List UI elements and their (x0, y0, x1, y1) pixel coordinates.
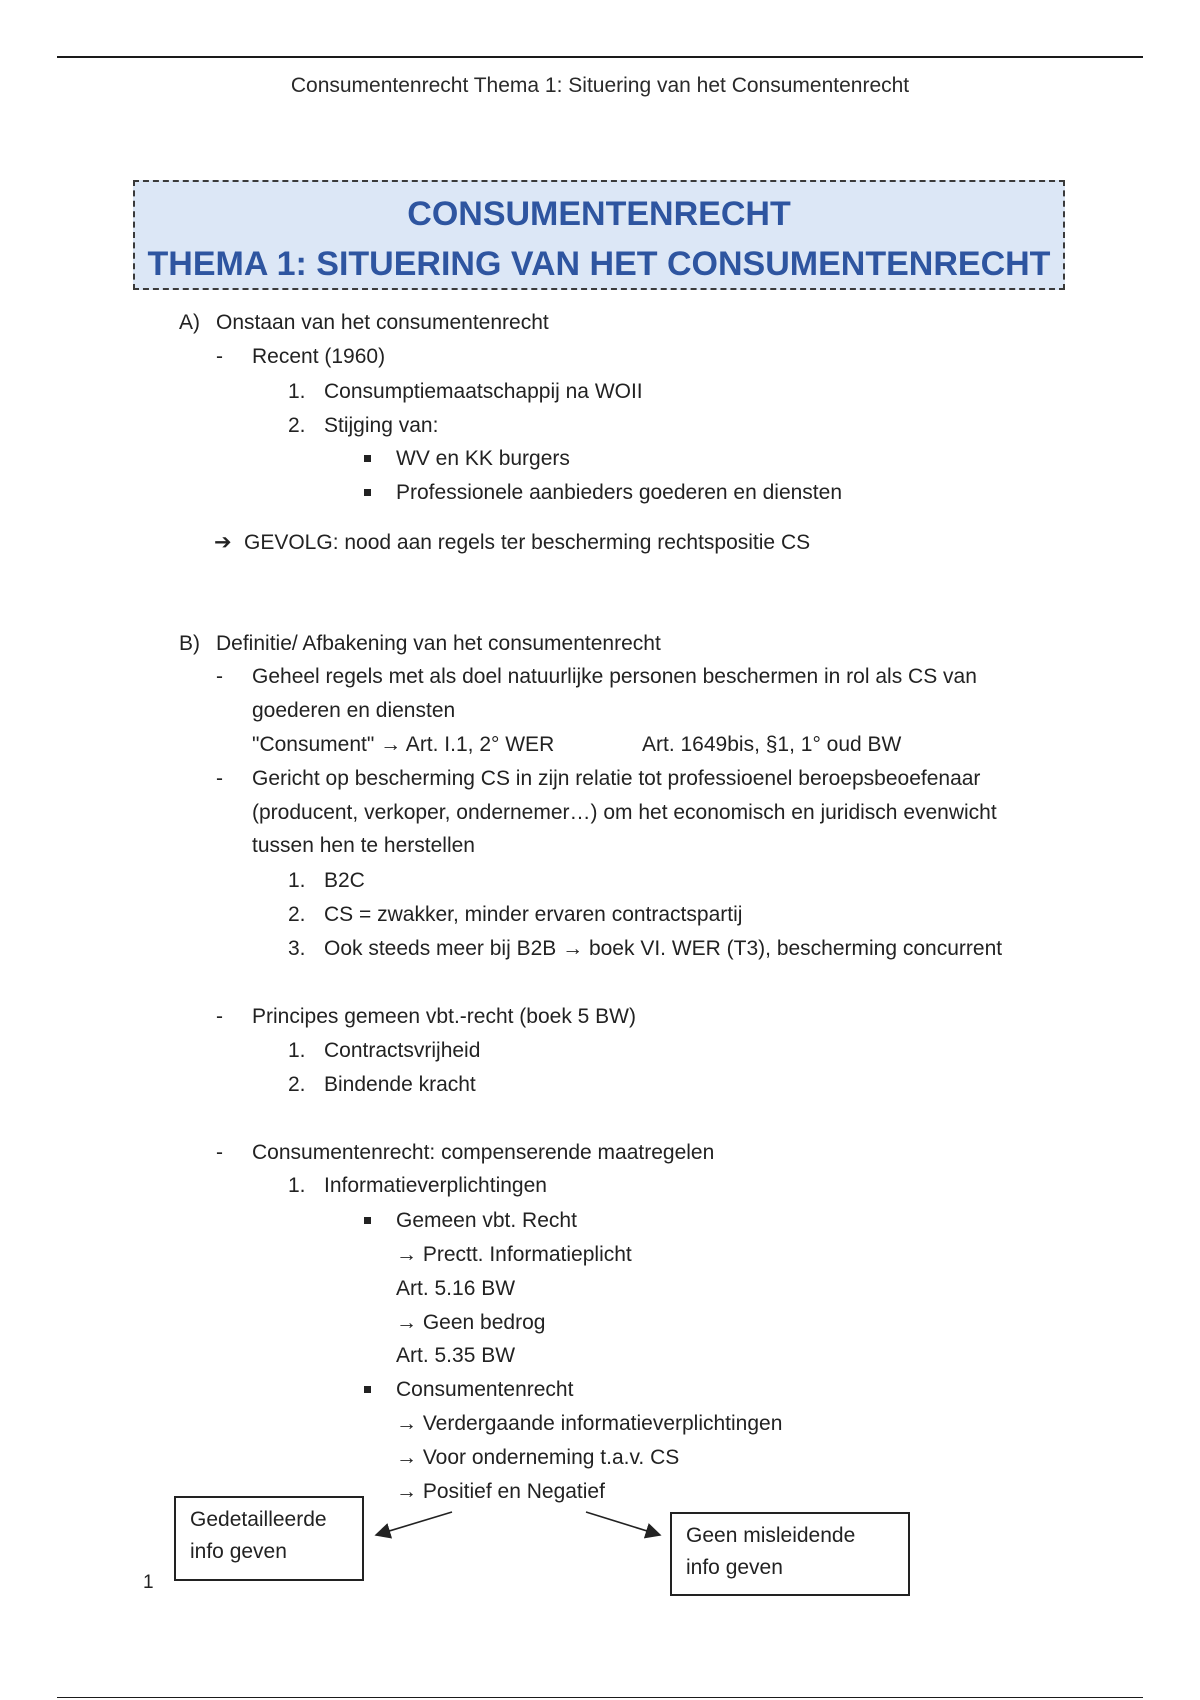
footer-rule (57, 1697, 1143, 1698)
list-number: 1. (288, 869, 306, 892)
section-a-heading: Onstaan van het consumentenrecht (216, 311, 549, 334)
arrow-right (586, 1512, 660, 1535)
sub-line: → Verdergaande informatieverplichtingen (396, 1412, 783, 1435)
list-item: B2C (324, 869, 365, 892)
square-bullet-icon (364, 489, 371, 496)
sub-line: → Voor onderneming t.a.v. CS (396, 1446, 680, 1469)
running-header: Consumentenrecht Thema 1: Situering van het Consumentenrecht (290, 74, 910, 97)
callout-left-line-1: Gedetailleerde (190, 1508, 327, 1531)
list-item: Contractsvrijheid (324, 1039, 481, 1062)
callout-right-line-2: info geven (686, 1556, 783, 1579)
section-a-item: Recent (1960) (252, 345, 386, 368)
sub-line: Art. 5.35 BW (396, 1344, 516, 1367)
section-a-bullet-1: WV en KK burgers (396, 447, 570, 470)
consument-ref-bw: Art. 1649bis, §1, 1° oud BW (642, 733, 902, 756)
title-line-1: CONSUMENTENRECHT (407, 195, 791, 233)
list-number: 1. (288, 1039, 306, 1062)
list-number: 3. (288, 937, 306, 960)
section-b-heading: Definitie/ Afbakening van het consumentenrecht (216, 632, 661, 655)
list-item: Bindende kracht (324, 1073, 476, 1096)
arrow-left (376, 1512, 452, 1535)
bullet-consumentenrecht: Consumentenrecht (396, 1378, 574, 1401)
header-rule (57, 56, 1143, 58)
sub-line: → Positief en Negatief (396, 1480, 605, 1503)
definition-line-2: goederen en diensten (252, 699, 456, 722)
callout-left (174, 1496, 364, 1581)
list-item: Informatieverplichtingen (324, 1174, 547, 1197)
relation-line-1: Gericht op bescherming CS in zijn relatie tot professioenel beroepsbeoefenaar (252, 767, 981, 790)
relation-line-3: tussen hen te herstellen (252, 834, 475, 857)
title-line-2: THEMA 1: SITUERING VAN HET CONSUMENTENRECHT (147, 245, 1051, 283)
relation-line-2: (producent, verkoper, ondernemer…) om het economisch en juridisch evenwicht (252, 801, 997, 824)
dash-marker: - (216, 1141, 223, 1164)
callout-right-line-1: Geen misleidende (686, 1524, 856, 1547)
principles-heading: Principes gemeen vbt.-recht (boek 5 BW) (252, 1005, 636, 1028)
section-a-bullet-2: Professionele aanbieders goederen en diensten (396, 481, 842, 504)
square-bullet-icon (364, 455, 371, 462)
callout-left-line-2: info geven (190, 1540, 287, 1563)
list-number: 2. (288, 903, 306, 926)
section-a-sub-2: Stijging van: (324, 414, 439, 437)
dash-marker: - (216, 1005, 223, 1028)
list-item: Ook steeds meer bij B2B → boek VI. WER (T3), bescherming concurrent (324, 937, 1003, 960)
sub-line: Art. 5.16 BW (396, 1277, 516, 1300)
list-number: 2. (288, 414, 306, 437)
bullet-gemeen-recht: Gemeen vbt. Recht (396, 1209, 577, 1232)
sub-line: → Prectt. Informatieplicht (396, 1243, 632, 1266)
measures-heading: Consumentenrecht: compenserende maatregelen (252, 1141, 715, 1164)
consument-ref-wer: "Consument" → Art. I.1, 2° WER (252, 733, 555, 756)
list-number: 1. (288, 380, 306, 403)
list-item: CS = zwakker, minder ervaren contractspartij (324, 903, 743, 926)
sub-line: → Geen bedrog (396, 1311, 546, 1334)
definition-line-1: Geheel regels met als doel natuurlijke personen beschermen in rol als CS van (252, 665, 977, 688)
section-b-marker: B) (179, 632, 200, 655)
gevolg-text: GEVOLG: nood aan regels ter bescherming rechtspositie CS (244, 531, 811, 554)
square-bullet-icon (364, 1217, 371, 1224)
title-box (133, 180, 1065, 290)
callout-right (670, 1512, 910, 1596)
dash-marker: - (216, 345, 223, 368)
square-bullet-icon (364, 1386, 371, 1393)
page-number: 1 (143, 1572, 154, 1593)
list-number: 1. (288, 1174, 306, 1197)
dash-marker: - (216, 665, 223, 688)
section-a-sub-1: Consumptiemaatschappij na WOII (324, 380, 643, 403)
right-arrow-icon: ➔ (214, 531, 232, 554)
list-number: 2. (288, 1073, 306, 1096)
section-a-marker: A) (179, 311, 200, 334)
dash-marker: - (216, 767, 223, 790)
